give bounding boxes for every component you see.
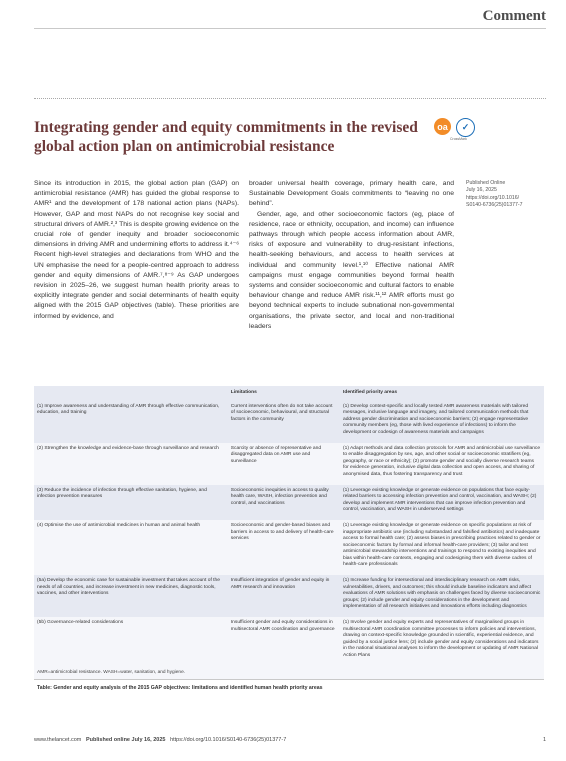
body-column-2 xyxy=(249,179,454,384)
table-row xyxy=(34,520,544,575)
body-paragraph: Gender, age, and other socioeconomic factors (eg, place of residence, race or ethnicity, occupation, and income) can influence pathways through which people access information about AMR, risks of exposure and vulnerability to drug-resistant infections, health-seeking behaviours, and access to health services at individual and community level.¹,¹⁰ Effective national AMR campaigns must engage communities beyond formal health systems and consider socioeconomic and cultural factors to enable behaviour change and reduce AMR risk.¹¹,¹² AMR efforts must go beyond technical experts to include subnational non-governmental organisations, the private sector, and local and non-traditional leaders xyxy=(249,210,454,330)
gap-table-block xyxy=(34,386,544,696)
table-cell-limitation: Current interventions often do not take account of socioeconomic, behavioural, and structural factors in the community xyxy=(228,401,340,443)
article-body xyxy=(34,179,454,384)
gap-table xyxy=(34,386,544,666)
table-header-cell: Limitations xyxy=(228,386,340,401)
crossmark-icon[interactable]: ✓ xyxy=(456,118,475,137)
dotted-divider xyxy=(34,98,546,99)
table-cell-limitation: Insufficient integration of gender and equity in AMR research and innovation xyxy=(228,575,340,617)
table-cell-objective: (3) Reduce the incidence of infection through effective sanitation, hygiene, and infection prevention measures xyxy=(34,485,228,520)
table-cell-objective: (5b) Governance-related considerations xyxy=(34,617,228,666)
table-cell-priority: (1) Increase funding for intersectional and interdisciplinary research on AMR risks, vulnerabilities, drivers, and outcomes; this should include baseline indicators and affect evaluations of AMR solutions with emphasis on challenges faced by diverse socioeconomic groups; (2) include gender and equity considerations in the development and implementation of all research initiatives and innovations efforts including diagnostics xyxy=(340,575,544,617)
page-number: 1 xyxy=(542,737,546,743)
table-row xyxy=(34,617,544,666)
table-cell-objective: (1) Improve awareness and understanding of AMR through effective communication, education, and training xyxy=(34,401,228,443)
body-paragraph: broader universal health coverage, primary health care, and Sustainable Development Goals commitments to “leaving no one behind”. xyxy=(249,180,454,208)
footer-site[interactable]: www.thelancet.com xyxy=(34,737,82,743)
publication-info xyxy=(466,180,556,210)
table-row xyxy=(34,485,544,520)
table-row xyxy=(34,443,544,485)
crossmark-label: CrossMark xyxy=(450,137,467,141)
table-header-row xyxy=(34,386,544,401)
table-cell-limitation: Socioeconomic inequities in access to quality health care, WASH, infection prevention and control, and vaccinations xyxy=(228,485,340,520)
section-label: Comment xyxy=(482,8,546,24)
published-date: July 16, 2025 xyxy=(466,187,497,194)
table-cell-priority: (1) Develop context-specific and locally tested AMR awareness materials with tailored messages, inclusive language and imagery, and tailored communication methods that address gender discrimination and socioeconomic barriers; (2) engage representative community members (eg, those with lived experience of infections) to inform the development or codesign of awareness materials and campaigns xyxy=(340,401,544,443)
page-footer xyxy=(34,737,546,743)
table-row xyxy=(34,575,544,617)
table-cell-objective: (4) Optimise the use of antimicrobial medicines in human and animal health xyxy=(34,520,228,575)
article-title: Integrating gender and equity commitments in the revised global action plan on antimicrobial resistance xyxy=(34,119,418,155)
body-column-1 xyxy=(34,179,239,384)
table-cell-objective: (2) Strengthen the knowledge and evidence-base through surveillance and research xyxy=(34,443,228,485)
table-caption: Table: Gender and equity analysis of the 2015 GAP objectives: limitations and identified human health priority areas xyxy=(34,679,544,696)
table-row xyxy=(34,401,544,443)
table-header-cell: Identified priority areas xyxy=(340,386,544,401)
table-cell-limitation: Socioeconomic and gender-based biases and barriers in access to and delivery of health-care services xyxy=(228,520,340,575)
table-cell-limitation: Insufficient gender and equity considerations in multisectoral AMR coordination and governance xyxy=(228,617,340,666)
table-cell-priority: (1) Involve gender and equity experts and representatives of marginalised groups in multisectoral AMR coordination committee processes to inform policies and interventions, drawing on context-specific knowledge grounded in scientific, experiential evidence, and guided by a social justice lens; (2) include gender and equity considerations and indicators in the national situational analyses to inform the development or updating of AMR National Action Plans xyxy=(340,617,544,666)
table-cell-priority: (1) Adapt methods and data collection protocols for AMR and antimicrobial use surveillance to enable disaggregation by sex, age, and other social or socioeconomic stratifiers (eg, geography, or race or ethnicity); (2) promote gender and socially diverse research teams for evidence generation, inclusive digital data collection and open access, and sharing of anonymised data, thus fostering transparency and trust xyxy=(340,443,544,485)
table-cell-limitation: Scarcity or absence of representative and disaggregated data on AMR use and surveillance xyxy=(228,443,340,485)
table-header-cell xyxy=(34,386,228,401)
table-cell-priority: (1) Leverage existing knowledge or generate evidence on specific populations at risk of inappropriate antibiotic use (including substandard and falsified antibiotics) and inadequate access to formal health care; (2) assess biases in prescribing practices related to gender or socioeconomic factors by formal and informal health-care providers; (3) tailor and test antimicrobial stewardship interventions and trainings to respond to existing inequities and bias within health-care contexts, engaging and codesigning them with diverse cadres of health-care professionals xyxy=(340,520,544,575)
doi-link-suffix[interactable]: S0140-6736(25)01377-7 xyxy=(466,202,523,209)
footer-doi[interactable]: https://doi.org/10.1016/S0140-6736(25)01377-7 xyxy=(170,737,287,743)
doi-link[interactable]: https://doi.org/10.1016/ xyxy=(466,194,520,201)
table-cell-objective: (5a) Develop the economic case for sustainable investment that takes account of the needs of all countries, and increase investment in new medicines, diagnostic tools, vaccines, and other interventions xyxy=(34,575,228,617)
published-online-label: Published Online xyxy=(466,180,506,186)
article-badges xyxy=(434,118,475,137)
header-divider xyxy=(34,28,546,29)
table-footnote: AMR=antimicrobial resistance. WASH=water, sanitation, and hygiene. xyxy=(34,666,544,679)
open-access-icon[interactable]: oa xyxy=(434,118,451,135)
footer-left xyxy=(34,737,286,743)
body-paragraph: Since its introduction in 2015, the global action plan (GAP) on antimicrobial resistance (AMR) has guided the global response to AMR¹ and the development of 178 national action plans (NAPs). However, GAP and most NAPs do not recognise key social and structural drivers of AMR.²,³ This is despite growing evidence on the crucial role of gender inequity and broader socioeconomic dimensions in driving AMR and undermining efforts to address it.⁴⁻⁶ Recent high-level strategies and declarations from WHO and the UN emphasise the need for a people-centred approach to address gender and equity dimensions of AMR.⁷,⁸⁻⁹ As GAP undergoes revision in 2025–26, we suggest human health priority areas to explicitly integrate gender and social determinants of health equity aligned with the 2015 GAP objectives (table). These priorities are informed by evidence, and xyxy=(34,180,239,320)
table-cell-priority: (1) Leverage existing knowledge or generate evidence on populations that face equity-related barriers to accessing infection prevention and control, vaccination, and WASH; (2) develop and implement AMR interventions that can improve infection prevention and control, vaccination, and WASH in underserved settings xyxy=(340,485,544,520)
footer-published: Published online July 16, 2025 xyxy=(85,737,166,743)
